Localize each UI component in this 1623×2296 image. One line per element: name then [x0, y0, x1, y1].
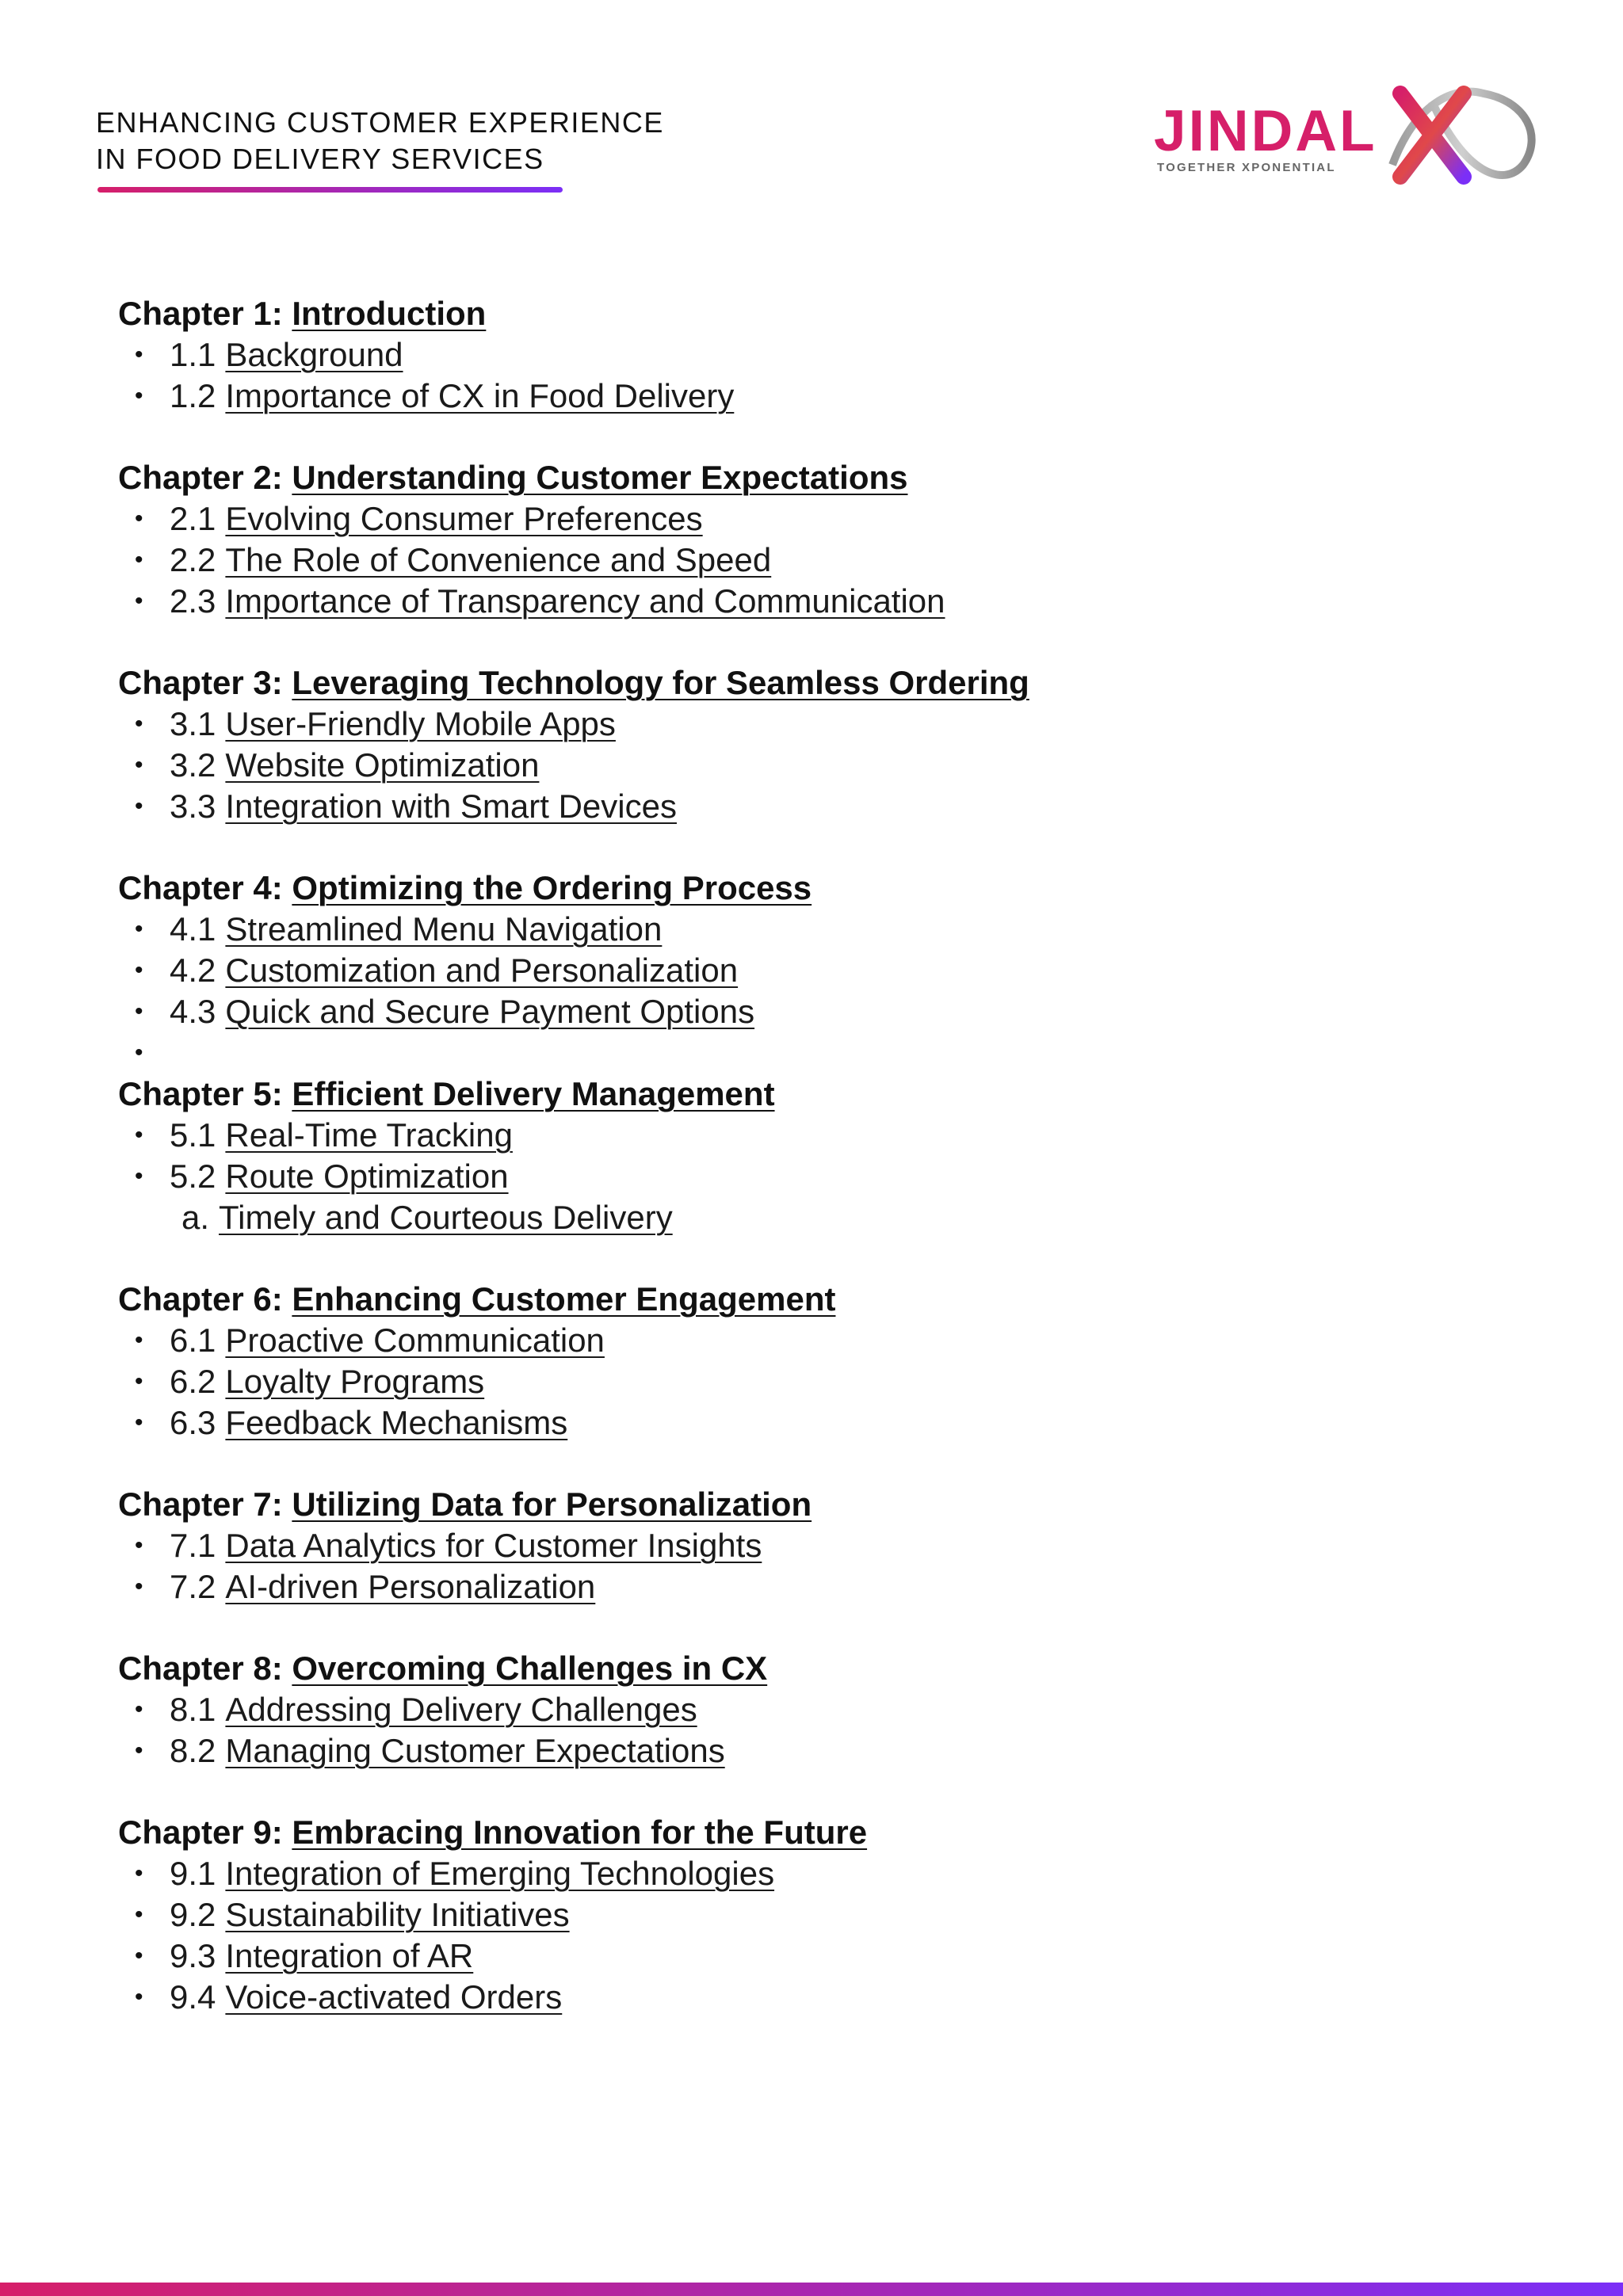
- toc-list-item: [118, 704, 1545, 745]
- logo-wordmark: JINDAL: [1154, 99, 1377, 163]
- section-number: 9.2: [170, 1896, 216, 1933]
- infinity-x-icon: [1384, 78, 1543, 189]
- toc-list-item: [118, 950, 1545, 991]
- chapter-prefix: Chapter 5:: [118, 1075, 292, 1112]
- section-title-link[interactable]: Timely and Courteous Delivery: [219, 1199, 673, 1236]
- toc-list-item: [118, 1525, 1545, 1566]
- section-title-link[interactable]: Managing Customer Expectations: [225, 1732, 725, 1769]
- section-title-link[interactable]: Integration with Smart Devices: [225, 788, 677, 825]
- section-number: 6.1: [170, 1322, 216, 1359]
- section-number: 2.1: [170, 500, 216, 537]
- toc-list-item: [118, 1730, 1545, 1772]
- section-number: 3.3: [170, 788, 216, 825]
- section-number: 8.2: [170, 1732, 216, 1769]
- jindal-logo: [1151, 78, 1547, 189]
- section-number: 8.1: [170, 1691, 216, 1728]
- toc-list-item: [118, 1936, 1545, 1977]
- toc-list-item: [118, 991, 1545, 1032]
- document-title: [96, 105, 664, 177]
- section-title-link[interactable]: Website Optimization: [225, 746, 540, 784]
- toc-list-item: [118, 1197, 1545, 1238]
- section-title-link[interactable]: Loyalty Programs: [225, 1363, 485, 1400]
- toc-list-item: [118, 745, 1545, 786]
- toc-list-item: [118, 376, 1545, 417]
- toc-list-item: [118, 334, 1545, 376]
- chapter-title-link[interactable]: Overcoming Challenges in CX: [292, 1650, 768, 1687]
- section-title-link[interactable]: Addressing Delivery Challenges: [225, 1691, 697, 1728]
- section-title-link[interactable]: Customization and Personalization: [225, 952, 739, 989]
- section-title-link[interactable]: The Role of Convenience and Speed: [225, 541, 772, 578]
- chapter-prefix: Chapter 8:: [118, 1650, 292, 1687]
- section-title-link[interactable]: Importance of Transparency and Communication: [225, 582, 945, 620]
- toc-list-item: [118, 1402, 1545, 1444]
- table-of-contents: [118, 293, 1545, 2018]
- chapter-title-link[interactable]: Introduction: [292, 295, 487, 332]
- toc-list-item: [118, 786, 1545, 827]
- empty-bullet: [118, 1032, 1545, 1074]
- section-number: 6.3: [170, 1404, 216, 1441]
- section-title-link[interactable]: Voice-activated Orders: [225, 1978, 563, 2016]
- section-number: 9.4: [170, 1978, 216, 2016]
- title-underline: [97, 187, 563, 193]
- section-title-link[interactable]: User-Friendly Mobile Apps: [225, 705, 616, 742]
- toc-list-item: [118, 1689, 1545, 1730]
- footer-gradient-bar: [0, 2283, 1623, 2296]
- chapter-title-link[interactable]: Efficient Delivery Management: [292, 1075, 775, 1112]
- chapter-title-link[interactable]: Utilizing Data for Personalization: [292, 1486, 812, 1523]
- chapter-heading: [118, 293, 1545, 334]
- toc-list-item: [118, 1894, 1545, 1936]
- section-title-link[interactable]: Evolving Consumer Preferences: [225, 500, 703, 537]
- chapter-title-link[interactable]: Optimizing the Ordering Process: [292, 869, 812, 906]
- chapter-prefix: Chapter 3:: [118, 664, 292, 701]
- chapter-title-link[interactable]: Enhancing Customer Engagement: [292, 1280, 836, 1318]
- toc-list-item: [118, 498, 1545, 540]
- chapter-heading: [118, 1648, 1545, 1689]
- section-number: 9.1: [170, 1855, 216, 1892]
- section-title-link[interactable]: Real-Time Tracking: [225, 1116, 513, 1154]
- toc-list-item: [118, 1115, 1545, 1156]
- section-number: 1.2: [170, 377, 216, 414]
- section-number: 4.1: [170, 910, 216, 948]
- section-title-link[interactable]: Importance of CX in Food Delivery: [225, 377, 735, 414]
- chapter-heading: [118, 868, 1545, 909]
- document-title-line-1: ENHANCING CUSTOMER EXPERIENCE: [96, 106, 664, 139]
- section-number: 3.2: [170, 746, 216, 784]
- section-title-link[interactable]: Integration of Emerging Technologies: [225, 1855, 775, 1892]
- section-title-link[interactable]: Route Optimization: [225, 1158, 509, 1195]
- section-number: 3.1: [170, 705, 216, 742]
- section-title-link[interactable]: Data Analytics for Customer Insights: [225, 1527, 762, 1564]
- section-number: a.: [181, 1199, 210, 1236]
- section-number: 5.2: [170, 1158, 216, 1195]
- toc-list-item: [118, 1156, 1545, 1197]
- chapter-prefix: Chapter 6:: [118, 1280, 292, 1318]
- chapter-heading: [118, 1074, 1545, 1115]
- section-number: 2.3: [170, 582, 216, 620]
- section-title-link[interactable]: Quick and Secure Payment Options: [225, 993, 755, 1030]
- chapter-title-link[interactable]: Understanding Customer Expectations: [292, 459, 908, 496]
- toc-list-item: [118, 1566, 1545, 1608]
- section-number: 1.1: [170, 336, 216, 373]
- section-number: 2.2: [170, 541, 216, 578]
- section-number: 7.2: [170, 1568, 216, 1605]
- document-title-line-2: IN FOOD DELIVERY SERVICES: [96, 143, 544, 175]
- section-number: 4.3: [170, 993, 216, 1030]
- section-title-link[interactable]: Background: [225, 336, 403, 373]
- toc-list-item: [118, 1977, 1545, 2018]
- chapter-heading: [118, 662, 1545, 704]
- chapter-heading: [118, 1812, 1545, 1853]
- toc-list-item: [118, 1853, 1545, 1894]
- section-title-link[interactable]: Streamlined Menu Navigation: [225, 910, 663, 948]
- chapter-heading: [118, 457, 1545, 498]
- section-title-link[interactable]: Integration of AR: [225, 1937, 474, 1974]
- toc-list-item: [118, 581, 1545, 622]
- toc-list-item: [118, 540, 1545, 581]
- section-title-link[interactable]: AI-driven Personalization: [225, 1568, 596, 1605]
- section-number: 5.1: [170, 1116, 216, 1154]
- toc-list-item: [118, 1320, 1545, 1361]
- section-number: 6.2: [170, 1363, 216, 1400]
- section-number: 4.2: [170, 952, 216, 989]
- chapter-heading: [118, 1484, 1545, 1525]
- section-title-link[interactable]: Proactive Communication: [225, 1322, 605, 1359]
- section-title-link[interactable]: Sustainability Initiatives: [225, 1896, 570, 1933]
- chapter-title-link[interactable]: Embracing Innovation for the Future: [292, 1814, 868, 1851]
- toc-list-item: [118, 909, 1545, 950]
- chapter-prefix: Chapter 4:: [118, 869, 292, 906]
- logo-tagline: TOGETHER XPONENTIAL: [1157, 161, 1336, 174]
- chapter-prefix: Chapter 9:: [118, 1814, 292, 1851]
- section-number: 9.3: [170, 1937, 216, 1974]
- chapter-title-link[interactable]: Leveraging Technology for Seamless Ordering: [292, 664, 1029, 701]
- chapter-heading: [118, 1279, 1545, 1320]
- toc-list-item: [118, 1361, 1545, 1402]
- section-number: 7.1: [170, 1527, 216, 1564]
- chapter-prefix: Chapter 7:: [118, 1486, 292, 1523]
- section-title-link[interactable]: Feedback Mechanisms: [225, 1404, 568, 1441]
- chapter-prefix: Chapter 2:: [118, 459, 292, 496]
- chapter-prefix: Chapter 1:: [118, 295, 292, 332]
